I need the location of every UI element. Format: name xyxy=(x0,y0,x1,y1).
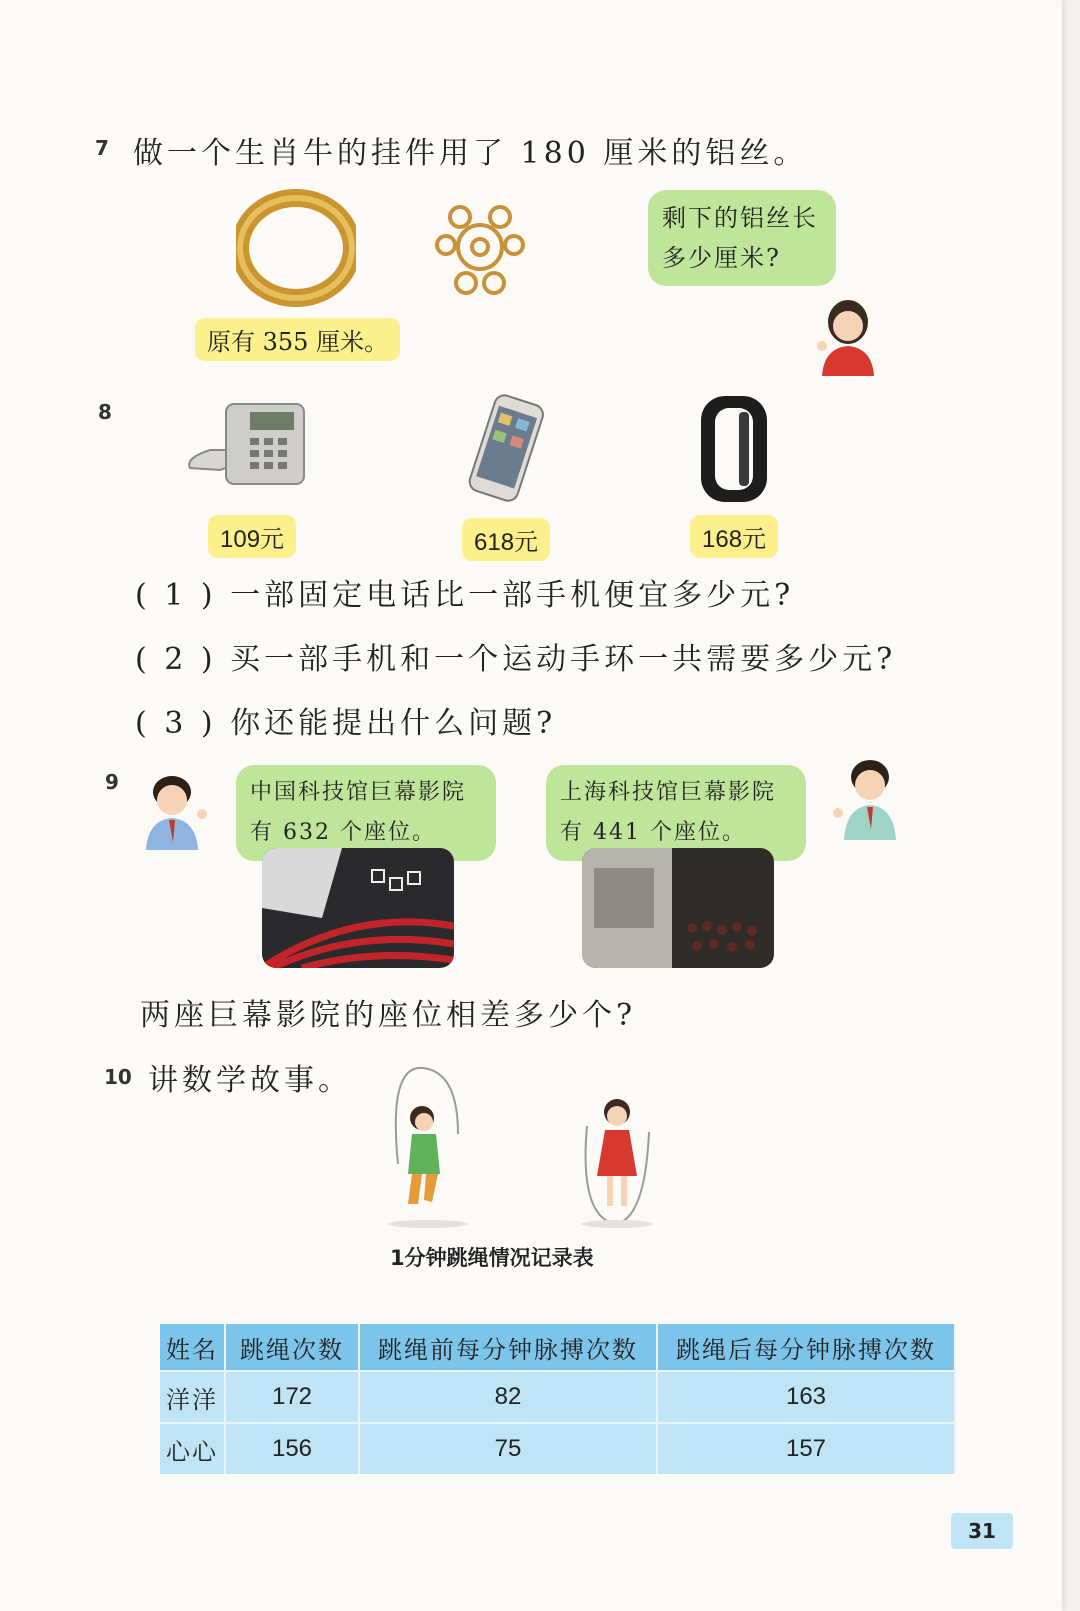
original-length-label: 原有 355 厘米。 xyxy=(195,318,400,361)
question-8-number: 8 xyxy=(98,400,112,424)
landline-phone-image xyxy=(180,398,310,493)
header-jump-count: 跳绳次数 xyxy=(225,1324,359,1371)
record-table-title: 1分钟跳绳情况记录表 xyxy=(390,1246,594,1270)
row-jump-count: 172 xyxy=(225,1371,359,1423)
header-pulse-after: 跳绳后每分钟脉搏次数 xyxy=(657,1324,955,1371)
question-8-part-1: ( 1 ) 一部固定电话比一部手机便宜多少元? xyxy=(135,578,795,613)
question-9-text: 两座巨幕影院的座位相差多少个? xyxy=(140,998,637,1033)
question-10-number: 10 xyxy=(104,1065,132,1089)
table-header-row xyxy=(160,1324,955,1371)
table-row xyxy=(160,1371,955,1423)
header-pulse-before: 跳绳前每分钟脉搏次数 xyxy=(359,1324,657,1371)
question-9-number: 9 xyxy=(105,770,119,794)
wire-coil-image xyxy=(236,188,356,308)
question-7-text: 做一个生肖牛的挂件用了 180 厘米的铝丝。 xyxy=(133,136,808,171)
jump-rope-record-table xyxy=(160,1324,956,1474)
girl-avatar xyxy=(812,296,882,376)
boy-right-avatar xyxy=(830,755,900,840)
fitness-band-image xyxy=(695,392,775,507)
bubble-line: 多少厘米? xyxy=(662,244,781,272)
bubble-line: 上海科技馆巨幕影院 xyxy=(560,780,777,805)
girl-jumping-rope-image xyxy=(378,1064,478,1229)
question-7-number: 7 xyxy=(95,136,109,160)
row-pulse-after: 163 xyxy=(657,1371,955,1423)
shanghai-cinema-bubble xyxy=(546,765,806,861)
bubble-line: 有 441 个座位。 xyxy=(560,820,746,845)
china-cinema-photo xyxy=(262,848,454,968)
table-row xyxy=(160,1423,955,1474)
girl-skipping-rope-image xyxy=(575,1096,665,1231)
bubble-line: 有 632 个座位。 xyxy=(250,820,436,845)
bubble-line: 剩下的铝丝长 xyxy=(662,204,818,232)
row-name: 洋洋 xyxy=(160,1371,225,1423)
question-10-text: 讲数学故事。 xyxy=(148,1063,352,1098)
band-price: 168元 xyxy=(690,515,778,558)
row-jump-count: 156 xyxy=(225,1423,359,1474)
row-pulse-after: 157 xyxy=(657,1423,955,1474)
leftover-wire-question-bubble xyxy=(648,190,836,286)
page-number: 31 xyxy=(951,1513,1013,1549)
bubble-line: 中国科技馆巨幕影院 xyxy=(250,780,467,805)
mobile-price: 618元 xyxy=(462,518,550,561)
row-name: 心心 xyxy=(160,1423,225,1474)
landline-price: 109元 xyxy=(208,515,296,558)
question-8-part-3: ( 3 ) 你还能提出什么问题? xyxy=(135,706,557,741)
ox-ornament-image xyxy=(430,195,530,300)
boy-left-avatar xyxy=(142,770,212,850)
question-8-part-2: ( 2 ) 买一部手机和一个运动手环一共需要多少元? xyxy=(135,642,897,677)
shanghai-cinema-photo xyxy=(582,848,774,968)
row-pulse-before: 75 xyxy=(359,1423,657,1474)
row-pulse-before: 82 xyxy=(359,1371,657,1423)
mobile-phone-image xyxy=(456,394,556,504)
china-cinema-bubble xyxy=(236,765,496,861)
header-name: 姓名 xyxy=(160,1324,225,1371)
